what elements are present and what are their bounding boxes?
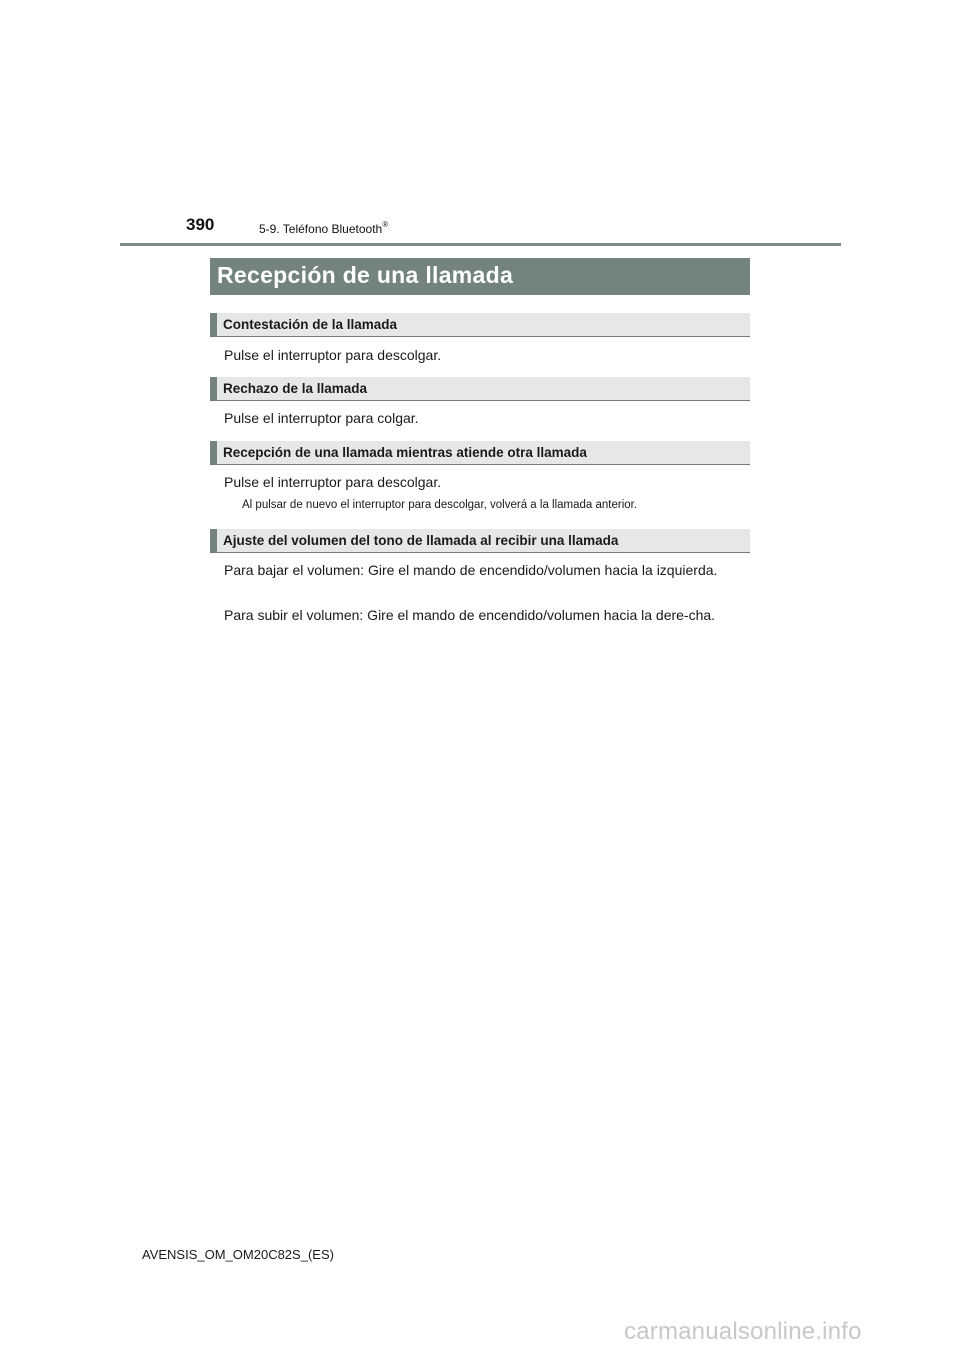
subheading-label: Recepción de una llamada mientras atiende otra llamada — [223, 445, 587, 460]
subheading-llamada-en-espera — [210, 441, 750, 465]
page-title: Recepción de una llamada — [217, 262, 514, 288]
watermark: carmanualsonline.info — [624, 1318, 862, 1345]
page-number: 390 — [186, 215, 215, 234]
document-code: AVENSIS_OM_OM20C82S_(ES) — [142, 1247, 334, 1262]
paragraph: Para subir el volumen: Gire el mando de encendido/volumen hacia la dere-cha. — [224, 607, 716, 623]
subheading-rechazo — [210, 377, 750, 401]
subheading-accent-bar — [210, 529, 217, 552]
subheading-ajuste-volumen — [210, 529, 750, 553]
subheading-contestacion — [210, 313, 750, 337]
subheading-label: Ajuste del volumen del tono de llamada al recibir una llamada — [223, 533, 619, 548]
subheading-label: Rechazo de la llamada — [223, 381, 368, 396]
subheading-accent-bar — [210, 313, 217, 336]
paragraph: Para bajar el volumen: Gire el mando de encendido/volumen hacia la izquierda. — [224, 562, 718, 578]
paragraph: Pulse el interruptor para descolgar. — [224, 474, 442, 490]
subheading-label: Contestación de la llamada — [223, 317, 398, 332]
subheading-accent-bar — [210, 377, 217, 400]
header-divider — [120, 243, 841, 246]
registered-mark: ® — [382, 220, 389, 229]
note-text: Al pulsar de nuevo el interruptor para descolgar, volverá a la llamada anterior. — [242, 499, 638, 511]
section-breadcrumb — [259, 222, 388, 236]
page-title-banner — [210, 258, 750, 295]
paragraph: Pulse el interruptor para descolgar. — [224, 347, 442, 363]
paragraph: Pulse el interruptor para colgar. — [224, 410, 419, 426]
section-title: 5-9. Teléfono Bluetooth — [259, 222, 383, 236]
subheading-accent-bar — [210, 441, 217, 464]
